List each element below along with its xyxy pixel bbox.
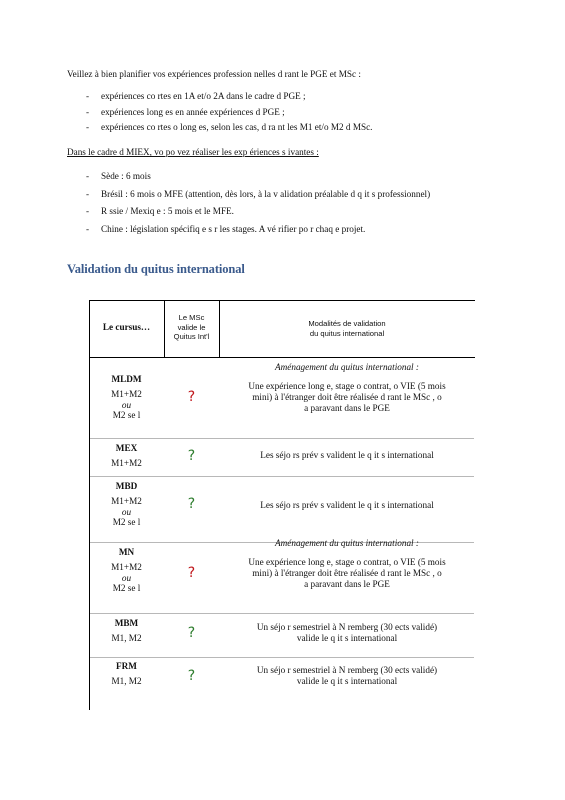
cursus-cell: MLDM M1+M2 ou M2 se l <box>111 374 142 420</box>
question-mark-icon: ? <box>187 448 196 464</box>
list-item: - Brésil : 6 mois o MFE (attention, dès lors, à la v alidation préalable d q it s professionnel) <box>86 188 431 199</box>
modalite-cell: Aménagement du quitus international : Une expérience long e, stage o contrat, o VIE (5 mois mini) à l'étranger doit être réalisée d rant le MSc , o a paravant dans le PGE <box>248 538 446 589</box>
list-item: - R ssie / Mexiq e : 5 mois et le MFE. <box>86 206 234 216</box>
question-mark-icon: ? <box>187 565 196 581</box>
modalite-cell: Aménagement du quitus international : Une expérience long e, stage o contrat, o VIE (5 mois mini) à l'étranger doit être réalisée d rant le MSc , o a paravant dans le PGE <box>248 362 446 413</box>
header-msc: Le MSc valide le Quitus Int'l <box>173 313 210 341</box>
cursus-cell: MBD M1+M2 ou M2 se l <box>111 481 142 527</box>
question-mark-icon: ? <box>187 496 196 512</box>
miex-heading: Dans le cadre d MIEX, vo po vez réaliser les exp ériences s ivantes : <box>67 147 319 157</box>
section-title: Validation du quitus international <box>67 262 245 276</box>
cursus-cell: FRM M1, M2 <box>111 661 142 686</box>
list-item: - Chine : législation spécifiq e s r les stages. A vé rifier po r chaq e projet. <box>86 223 366 234</box>
question-mark-icon: ? <box>187 625 196 641</box>
modalite-cell: Un séjo r semestriel à N remberg (30 ects validé) valide le q it s international <box>256 665 438 686</box>
cursus-cell: MBM M1, M2 <box>111 618 142 643</box>
experience-list <box>86 91 506 138</box>
modalite-cell: Les séjo rs prév s valident le q it s international <box>260 450 434 460</box>
question-mark-icon: ? <box>187 389 196 405</box>
question-mark-icon: ? <box>187 668 196 684</box>
cursus-cell: MN M1+M2 ou M2 se l <box>111 547 142 593</box>
header-modalites: Modalités de validation du quitus international <box>308 319 386 338</box>
country-list <box>86 171 506 241</box>
list-item: - expériences co rtes o long es, selon les cas, d ra nt les M1 et/o M2 d MSc. <box>86 122 373 132</box>
intro-paragraph: Veillez à bien planifier vos expériences profession nelles d rant le PGE et MSc : <box>67 69 361 79</box>
header-cursus: Le cursus… <box>102 322 151 332</box>
modalite-cell: Les séjo rs prév s valident le q it s international <box>260 500 434 510</box>
list-item: - expériences co rtes en 1A et/o 2A dans le cadre d PGE ; <box>86 91 306 101</box>
cursus-cell: MEX M1+M2 <box>111 443 142 468</box>
list-item: - expériences long es en année expériences d PGE ; <box>86 106 285 117</box>
quitus-table <box>89 300 475 710</box>
modalite-cell: Un séjo r semestriel à N remberg (30 ects validé) valide le q it s international <box>256 622 438 643</box>
list-item: - Sède : 6 mois <box>86 171 151 181</box>
